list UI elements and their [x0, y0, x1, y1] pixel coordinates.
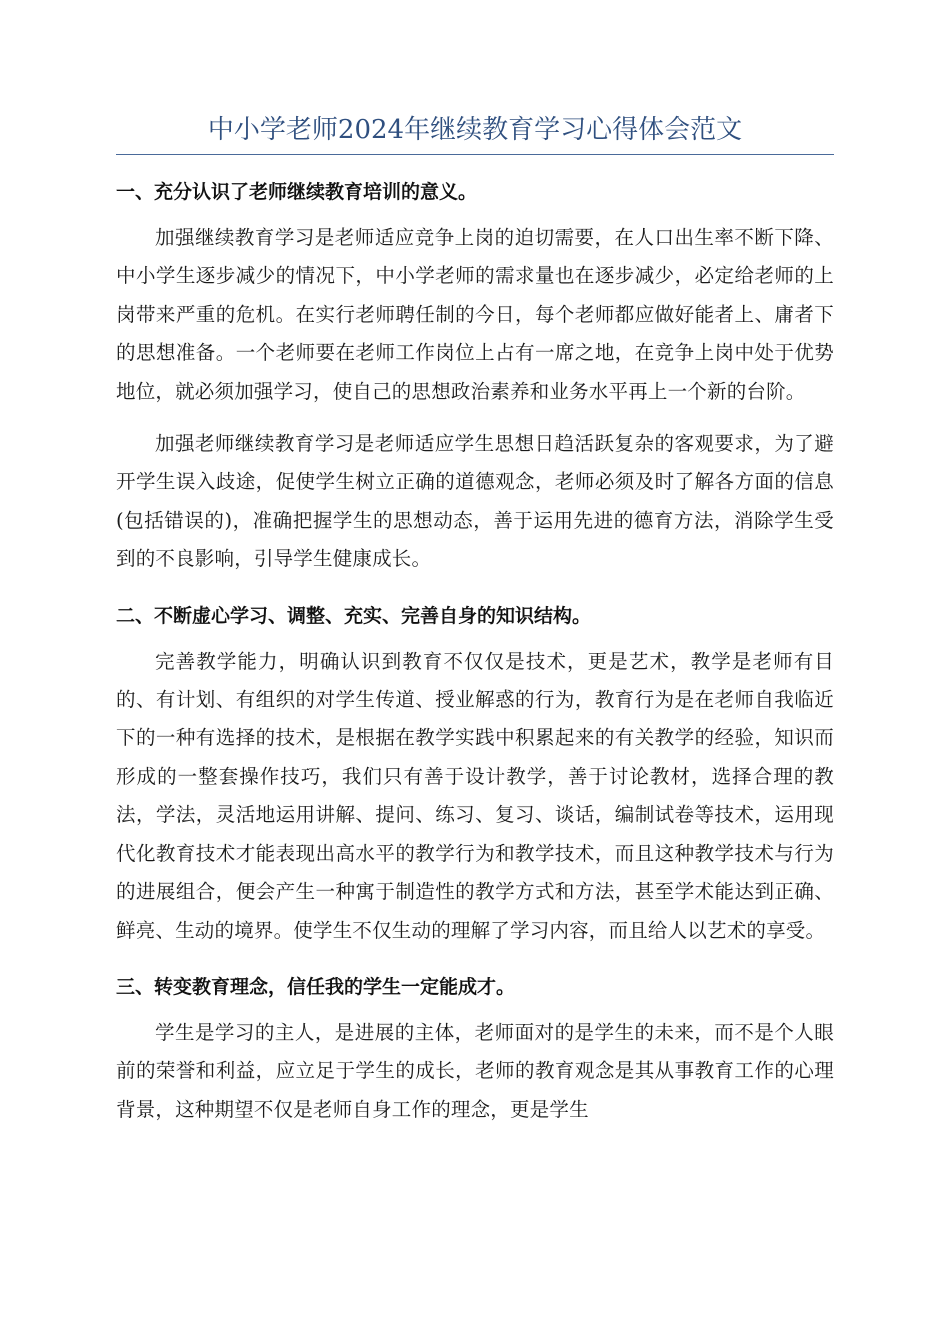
- section-3: [116, 968, 834, 1129]
- document-title: 中小学老师2024年继续教育学习心得体会范文: [116, 110, 834, 155]
- paragraph: 完善教学能力，明确认识到教育不仅仅是技术，更是艺术，教学是老师有目的、有计划、有组织的对学生传道、授业解惑的行为，教育行为是在老师自我临近下的一种有选择的技术，是根据在教学实践中积累起来的有关教学的经验，知识而形成的一整套操作技巧，我们只有善于设计教学，善于讨论教材，选择合理的教法，学法，灵活地运用讲解、提问、练习、复习、谈话，编制试卷等技术，运用现代化教育技术才能表现出高水平的教学行为和教学技术，而且这种教学技术与行为的进展组合，便会产生一种寓于制造性的教学方式和方法，甚至学术能达到正确、鲜亮、生动的境界。使学生不仅生动的理解了学习内容，而且给人以艺术的享受。: [116, 649, 834, 942]
- section-heading: 三、转变教育理念，信任我的学生一定能成才。: [116, 975, 516, 998]
- section-heading: 二、不断虚心学习、调整、充实、完善自身的知识结构。: [116, 604, 592, 627]
- section-2: [116, 597, 834, 950]
- document-page: [116, 110, 834, 1143]
- section-heading: 一、充分认识了老师继续教育培训的意义。: [116, 181, 478, 203]
- paragraph: 学生是学习的主人，是进展的主体，老师面对的是学生的未来，而不是个人眼前的荣誉和利益，应立足于学生的成长，老师的教育观念是其从事教育工作的心理背景，这种期望不仅是老师自身工作的理念，更是学生: [116, 1020, 834, 1121]
- paragraph: 加强老师继续教育学习是老师适应学生思想日趋活跃复杂的客观要求，为了避开学生误入歧途，促使学生树立正确的道德观念，老师必须及时了解各方面的信息(包括错误的)，准确把握学生的思想动态，善于运用先进的德育方法，消除学生受到的不良影响，引导学生健康成长。: [116, 432, 834, 571]
- paragraph: 加强继续教育学习是老师适应竞争上岗的迫切需要，在人口出生率不断下降、中小学生逐步减少的情况下，中小学老师的需求量也在逐步减少，必定给老师的上岗带来严重的危机。在实行老师聘任制的今日，每个老师都应做好能者上、庸者下的思想准备。一个老师要在老师工作岗位上占有一席之地，在竞争上岗中处于优势地位，就必须加强学习，使自己的思想政治素养和业务水平再上一个新的台阶。: [116, 226, 834, 403]
- section-1: [116, 173, 834, 579]
